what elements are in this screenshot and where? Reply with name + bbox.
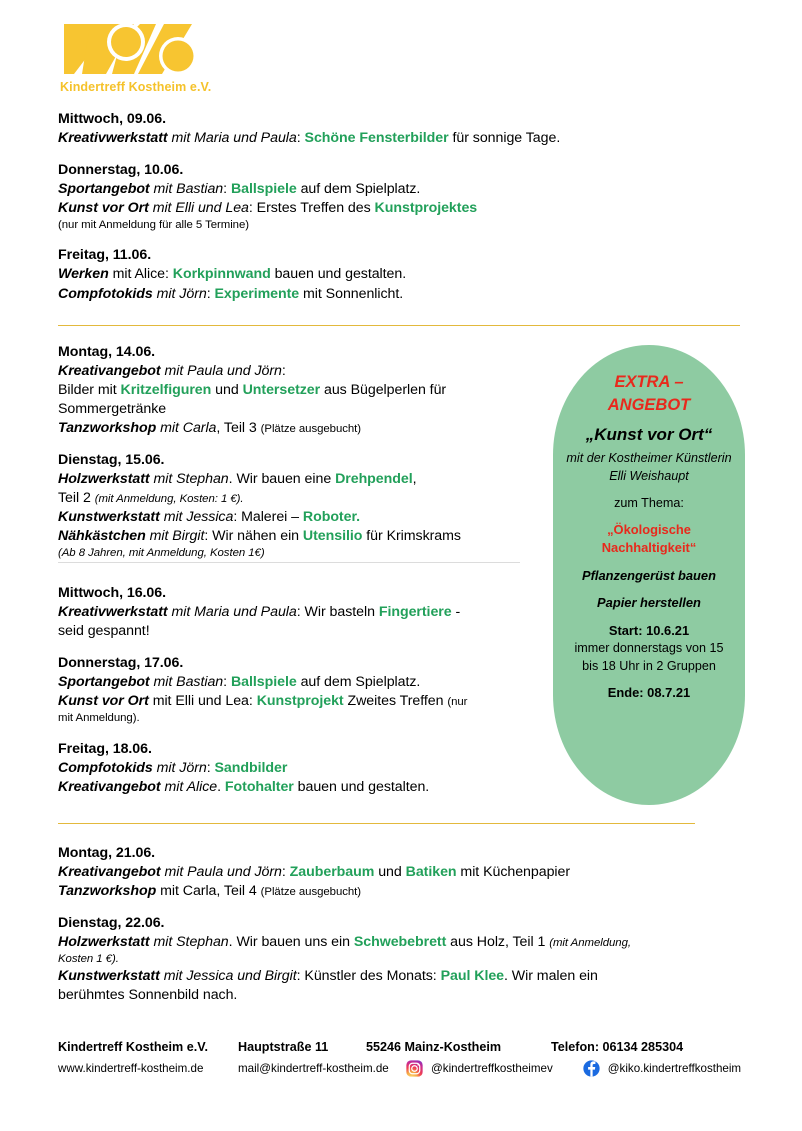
activity-line [58,419,558,438]
activity-highlight: Zauberbaum [289,863,375,880]
extra-offer-start: Start: 10.6.21 [608,623,690,639]
activity-highlight: Utensilio [302,527,363,544]
logo-mark-icon [60,20,220,78]
activity-tail: , Teil 3 [216,419,261,436]
day-block-18-06 [58,740,748,797]
day-block-11-06 [58,246,748,303]
activity-separator: : [296,130,305,147]
activity-tail: , Teil 4 [216,882,261,899]
activity-staff: mit Stephan [149,933,229,950]
activity-mid: und [211,381,243,398]
activity-line [58,489,558,508]
activity-line [58,199,698,218]
activity-tail: mit Küchenpapier [456,863,571,880]
activity-name: Compfotokids [58,759,153,776]
activity-line [58,265,698,284]
activity-staff: mit Elli und Lea [148,200,249,217]
extra-offer-item-2: Papier herstellen [597,595,701,611]
activity-highlight: Experimente [214,285,300,302]
activity-separator: : [223,674,231,691]
activity-line [58,285,698,304]
footer-facebook-handle[interactable]: @kiko.kindertreffkostheim [607,1062,742,1075]
day-block-22-06 [58,914,748,1005]
activity-highlight: Kunstprojektes [374,200,478,217]
activity-highlight: Sandbilder [214,759,288,776]
extra-offer-heading-line1: EXTRA – [614,373,684,391]
extra-offer-topic: „Ökologische Nachhaltigkeit“ [601,522,697,555]
day-block-10-06 [58,161,748,233]
activity-tail: aus Bügelperlen für [320,381,447,398]
activity-name: Tanzworkshop [58,419,157,436]
activity-note: (mit Anmeldung, Kosten: 1 €). [94,492,244,505]
activity-name: Sportangebot [58,674,150,691]
activity-name: Compfotokids [58,285,153,302]
activity-line [58,967,698,986]
day-block-17-06 [58,654,748,726]
activity-highlight: Kunstprojekt [256,693,344,710]
activity-name: Kunst vor Ort [58,200,149,217]
activity-staff: mit Birgit [145,527,205,544]
activity-name: Holzwerkstatt [58,933,150,950]
footer-street: Hauptstraße 11 [238,1040,329,1054]
activity-line [58,603,558,622]
activity-name: Tanzworkshop [58,882,157,899]
activity-highlight: Schöne Fensterbilder [304,130,449,147]
activity-tail: für sonnige Tage. [448,130,561,147]
activity-tail: für Krimskrams [362,527,461,544]
date-heading: Dienstag, 15.06. [58,451,165,468]
footer-email-link[interactable]: mail@kindertreff-kostheim.de [238,1062,389,1075]
extra-offer-schedule: immer donnerstags von 15 bis 18 Uhr in 2 Gruppen [574,641,724,674]
activity-name: Kreativwerkstatt [58,604,168,621]
activity-staff: mit Maria und Paula [167,130,297,147]
activity-note: (mit Anmeldung, [549,936,631,949]
date-heading: Freitag, 18.06. [58,740,152,757]
activity-separator: : Wir nähen ein [204,527,303,544]
activity-tail: - [451,604,461,621]
activity-staff: mit Alice [108,266,165,283]
extra-offer-item-1: Pflanzengerüst bauen [582,567,716,583]
date-heading: Montag, 14.06. [58,343,156,360]
extra-offer-subtitle: mit der Kostheimer Künstlerin Elli Weishaupt [566,450,732,483]
activity-separator: : Künstler des Monats: [296,968,441,985]
activity-name: Kunstwerkstatt [58,968,160,985]
activity-separator: : [206,285,215,302]
activity-note: (nur mit Anmeldung für alle 5 Termine) [58,219,249,232]
activity-line [58,933,698,952]
activity-highlight: Untersetzer [242,381,321,398]
activity-tail: mit Sonnenlicht. [299,285,404,302]
activity-staff: mit Stephan [149,470,229,487]
activity-highlight: Schwebebrett [353,933,447,950]
date-heading: Freitag, 11.06. [58,247,152,264]
activity-name: Nähkästchen [58,527,146,544]
activity-line [58,527,558,546]
activity-highlight: Ballspiele [230,181,297,198]
activity-note: (Ab 8 Jahren, mit Anmeldung, Kosten 1€) [58,546,265,559]
activity-name: Kreativwerkstatt [58,130,168,147]
footer-contact-row [58,1040,758,1054]
activity-separator: . Wir bauen eine [228,470,336,487]
activity-highlight: Paul Klee [440,968,505,985]
activity-line [58,129,698,148]
date-heading: Donnerstag, 17.06. [58,655,184,672]
activity-line: berühmtes Sonnenbild nach. [58,987,238,1004]
activity-highlight: Roboter. [302,508,361,525]
date-heading: Donnerstag, 10.06. [58,162,184,179]
day-block-14-06 [58,343,748,438]
footer-instagram-handle[interactable]: @kindertreffkostheimev [431,1062,553,1075]
activity-highlight: Batiken [405,863,457,880]
activity-name: Werken [58,266,109,283]
footer-links-row [58,1060,758,1077]
activity-staff: mit Carla [156,419,217,436]
activity-staff: mit Jörn [152,285,207,302]
activity-staff: mit Carla [156,882,217,899]
activity-separator: . Wir bauen uns ein [228,933,354,950]
activity-staff: mit Bastian [149,674,224,691]
activity-note: (nur [447,696,468,709]
activity-separator: : [281,863,290,880]
date-heading: Montag, 21.06. [58,844,156,861]
activity-line [58,778,558,797]
activity-staff: mit Paula und Jörn [160,863,282,880]
activity-highlight: Fotohalter [224,778,294,795]
activity-separator: : Wir basteln [296,604,379,621]
activity-separator: : [223,181,231,198]
instagram-icon[interactable] [406,1060,423,1077]
activity-note: Kosten 1 €). [58,952,119,965]
activity-name: Kreativangebot [58,778,161,795]
date-heading: Dienstag, 22.06. [58,914,165,931]
activity-line [58,381,558,400]
activity-name: Kunst vor Ort [58,693,149,710]
activity-line [58,180,698,199]
activity-line [58,759,558,778]
activity-separator: : [206,759,215,776]
activity-tail: Zweites Treffen [343,693,448,710]
activity-tail: bauen und gestalten. [293,778,430,795]
footer-website-link[interactable]: www.kindertreff-kostheim.de [58,1062,204,1075]
activity-tail: auf dem Spielplatz. [296,181,421,198]
activity-note: mit Anmeldung). [58,712,140,725]
footer [58,1040,758,1077]
activity-separator: : Erstes Treffen des [248,200,375,217]
activity-line [58,863,698,882]
activity-tail: , [412,470,417,487]
activity-separator: : [248,693,257,710]
org-logo [60,20,260,94]
activity-line [58,692,558,711]
activity-staff: mit Paula und Jörn [160,362,282,379]
activity-separator: : Malerei – [233,508,303,525]
activity-pre: Teil 2 [58,489,95,506]
activity-pre: Bilder mit [58,381,121,398]
activity-staff: mit Jörn [152,759,207,776]
activity-staff: mit Jessica und Birgit [159,968,297,985]
activity-line [58,508,558,527]
program-list [58,110,748,1018]
activity-tail: auf dem Spielplatz. [296,674,421,691]
activity-staff: mit Jessica [159,508,234,525]
activity-line [58,882,698,901]
activity-highlight: Korkpinnwand [172,266,271,283]
activity-line [58,470,558,489]
day-block-16-06 [58,584,748,641]
activity-name: Kreativangebot [58,863,161,880]
extra-offer-thema-label: zum Thema: [614,496,684,511]
activity-mid: und [374,863,406,880]
activity-staff: mit Maria und Paula [167,604,297,621]
activity-separator: : [281,362,286,379]
activity-highlight: Ballspiele [230,674,297,691]
extra-offer-heading-line2: ANGEBOT [607,395,691,414]
activity-separator: : [164,266,173,283]
activity-tail: . Wir malen ein [504,968,598,985]
day-block-15-06 [58,451,748,561]
extra-offer-end: Ende: 08.7.21 [607,685,691,700]
extra-offer-title: „Kunst vor Ort“ [585,424,713,444]
activity-name: Sportangebot [58,181,150,198]
activity-name: Holzwerkstatt [58,470,150,487]
activity-highlight: Fingertiere [378,604,452,621]
activity-line: seid gespannt! [58,623,150,640]
footer-phone: Telefon: 06134 285304 [551,1040,684,1054]
activity-line [58,362,558,381]
activity-tail: aus Holz, Teil 1 [446,933,550,950]
date-heading: Mittwoch, 09.06. [58,111,166,127]
day-block-21-06 [58,844,748,901]
facebook-icon[interactable] [583,1060,600,1077]
logo-wordmark: Kindertreff Kostheim e.V. [60,80,212,94]
activity-name: Kreativangebot [58,362,161,379]
footer-org-name: Kindertreff Kostheim e.V. [58,1040,208,1054]
activity-staff: mit Alice [160,778,218,795]
activity-separator: . [217,778,225,795]
activity-note: (Plätze ausgebucht) [260,422,362,435]
footer-city: 55246 Mainz-Kostheim [366,1040,502,1054]
day-block-09-06 [58,110,748,148]
activity-staff: mit Bastian [149,181,224,198]
date-heading: Mittwoch, 16.06. [58,585,166,602]
activity-highlight: Kritzelfiguren [120,381,212,398]
activity-note: (Plätze ausgebucht) [260,885,362,898]
activity-highlight: Drehpendel [335,470,413,487]
activity-name: Kunstwerkstatt [58,508,160,525]
activity-line: Sommergetränke [58,400,167,417]
activity-tail: bauen und gestalten. [270,266,407,283]
activity-line [58,673,558,692]
activity-staff: mit Elli und Lea [148,693,249,710]
